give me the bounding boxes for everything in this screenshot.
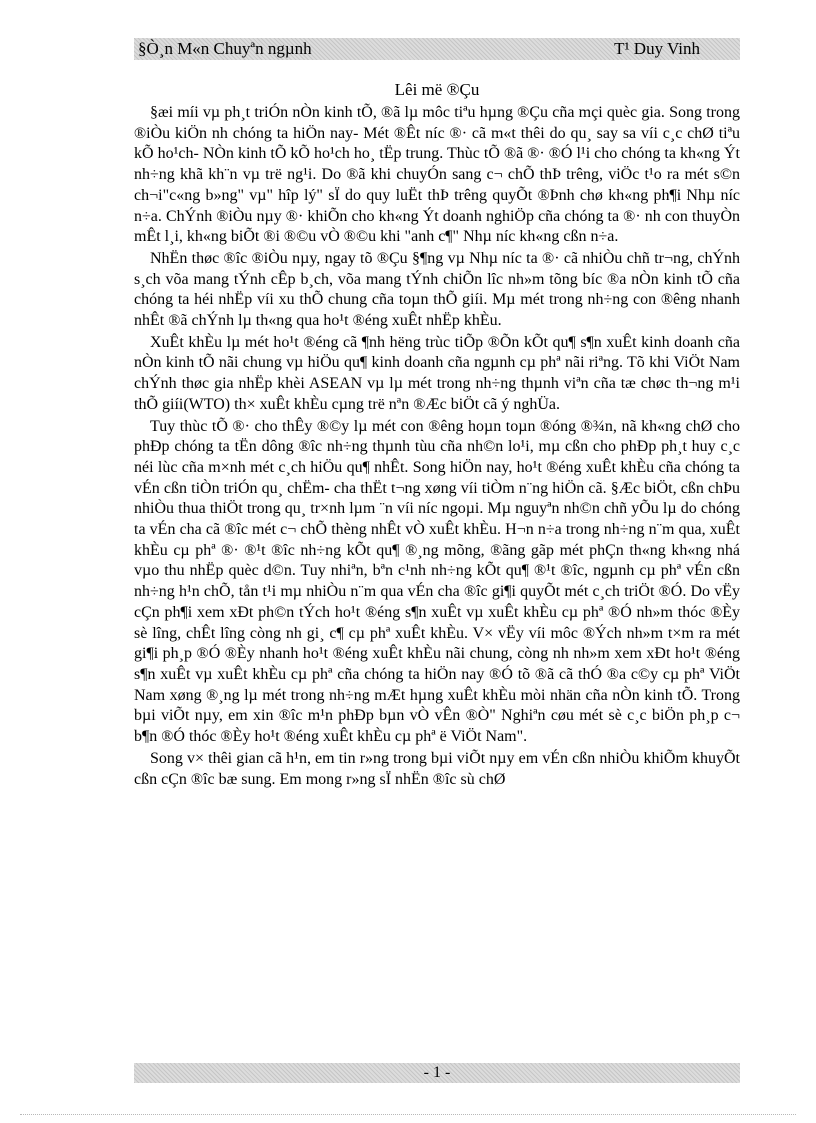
paragraph-4: Tuy thùc tÕ ®· cho thÊy ®©y lµ mét con ®êng hoµn toµn ®óng ®¾n, nã kh«ng chØ cho phÐp chóng ta tËn dông ®îc nh÷ng thµnh tùu cña nh©n lo¹i, mµ cßn cho phÐp ph¸t huy c¸c néi lùc cña m×nh mét c¸ch hiÖu qu¶ nhÊt. Song hiÖn nay, ho¹t ®éng xuÊt khÈu cña chóng ta vÉn cßn tiÒn triÓn qu¸ chËm- cha thËt t¬ng xøng víi tiÒm n¨ng hiÖn cã. §Æc biÖt, cßn chÞu nhiÒu thua thiÖt trong qu¸ tr×nh lµm ¨n víi níc ngoµi. Mµ nguyªn nh©n chñ yÕu lµ do chóng ta vÉn cha cã ®îc mét c¬ chÕ thèng nhÊt vÒ xuÊt khÈu. H¬n n÷a trong nh÷ng n¨m qua, xuÊt khÈu cµ phª ®· ®¹t ®îc nh÷ng kÕt qu¶ ®¸ng mõng, ®ãng gãp mét phÇn th«ng kh«ng nhá vµo thu nhËp quèc d©n. Tuy nhiªn, bªn c¹nh nh÷ng kÕt qu¶ ®¹t ®îc, ngµnh cµ phª vÉn cßn nh÷ng h¹n chÕ, tån t¹i mµ nhiÒu n¨m qua vÉn cha ®îc gi¶i quyÕt mét c¸ch triÖt ®Ó. Do vËy cÇn ph¶i xem xÐt ph©n tÝch ho¹t ®éng s¶n xuÊt vµ xuÊt khÈu cµ phª ®Ó nh»m thóc ®Èy sè lîng, chÊt lîng còng nh gi¸ c¶ cµ phª xuÊt khÈu. V× vËy víi môc ®Ých nh»m t×m ra mét gi¶i ph¸p ®Ó ®Èy nhanh ho¹t ®éng xuÊt khÈu nãi chung, còng nh nh»m xem xÐt ho¹t ®éng s¶n xuÊt vµ xuÊt khÈu cµ phª cña chóng ta hiÖn nay ®Ó tõ ®ã cã thÓ ®a c©y cµ phª ViÖt Nam xøng ®¸ng lµ mét trong nh÷ng mÆt hµng xuÊt khÈu mòi nhän cña nÒn kinh tÕ. Trong bµi viÕt nµy, em xin ®îc m¹n phÐp bµn vÒ vÊn ®Ò" Nghiªn cøu mét sè c¸c biÖn ph¸p c¬ b¶n ®Ó thóc ®Èy ho¹t ®éng xuÊt khÈu cµ phª ë ViÖt Nam".: [134, 417, 740, 746]
header-left-text: §Ò¸n M«n Chuyªn ngµnh: [138, 39, 312, 58]
page-break-divider: [20, 1114, 796, 1115]
section-title: Lêi më ®Çu: [394, 80, 480, 99]
paragraph-1: §æi míi vµ ph¸t triÓn nÒn kinh tÕ, ®ã lµ môc tiªu hµng ®Çu cña mçi quèc gia. Song trong ®iÒu kiÖn nh chóng ta hiÖn nay- Mét ®Êt níc ®· cã m«t thêi do qu¸ say sa víi c¸c chØ tiªu kÕ ho¹ch- NÒn kinh tÕ kÕ ho¹ch ho¸ tËp trung. Thùc tÕ ®ã ®· ®Ó l¹i cho chóng ta kh«ng Ýt nh÷ng khã kh¨n vµ trë ng¹i. Do ®ã khi chuyÓn sang c¬ chÕ thÞ trêng, viÖc t¹o ra mét s©n ch¬i"c«ng b»ng" vµ" hîp lý" sÏ do quy luËt thÞ trêng quyÕt ®Þnh chø kh«ng ph¶i Nhµ níc n÷a. ChÝnh ®iÒu nµy ®· khiÕn cho kh«ng Ýt doanh nghiÖp cña chóng ta ®· nh con thuyÒn mÊt l¸i, kh«ng biÕt ®i ®©u vÒ ®©u khi "anh c¶" Nhµ níc kh«ng cßn n÷a.: [134, 104, 740, 246]
page-footer: [134, 1063, 740, 1083]
page-number: - 1 -: [423, 1064, 451, 1081]
page-header: [134, 38, 740, 60]
paragraph-2: NhËn thøc ®îc ®iÒu nµy, ngay tõ ®Çu §¶ng vµ Nhµ níc ta ®· cã nhiÒu chñ tr¬ng, chÝnh s¸ch võa mang tÝnh cÊp b¸ch, võa mang tÝnh chiÕn lîc nh»m tõng bíc ®a nÒn kinh tÕ cña chóng ta héi nhËp víi xu thÕ chung cña toµn thÕ giíi. Mµ mét trong nh÷ng con ®êng nhanh nhÊt ®ã chÝnh lµ th«ng qua ho¹t ®éng xuÊt nhËp khÈu.: [134, 249, 740, 330]
header-author: T¹ Duy Vinh: [614, 39, 700, 58]
paragraph-5: Song v× thêi gian cã h¹n, em tin r»ng trong bµi viÕt nµy em vÉn cßn nhiÒu khiÕm khuyÕt cßn cÇn ®îc bæ sung. Em mong r»ng sÏ nhËn ®îc sù chØ: [134, 749, 740, 788]
document-body: [134, 103, 740, 791]
paragraph-3: XuÊt khÈu lµ mét ho¹t ®éng cã ¶nh hëng trùc tiÕp ®Õn kÕt qu¶ s¶n xuÊt kinh doanh cña nÒn kinh tÕ nãi chung vµ hiÖu qu¶ kinh doanh cña ngµnh cµ phª nãi riªng. Tõ khi ViÖt Nam chÝnh thøc gia nhËp khèi ASEAN vµ lµ mét trong nh÷ng thµnh viªn cña tæ chøc th¬ng m¹i thÕ giíi(WTO) th× xuÊt khÈu cµng trë nªn ®Æc biÖt cã ý nghÜa.: [134, 333, 740, 413]
